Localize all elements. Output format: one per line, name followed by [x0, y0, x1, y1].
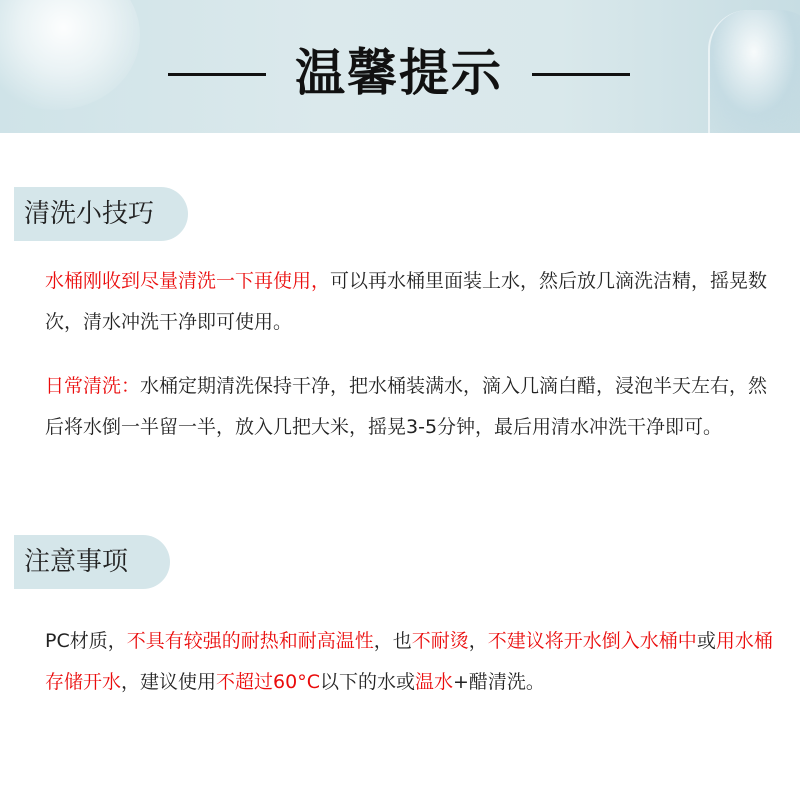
- tip-first-use-highlight: 水桶刚收到尽量清洗一下再使用，: [45, 270, 331, 292]
- water-bottle-decoration: [708, 10, 800, 133]
- precaution-text: ，建议使用: [121, 671, 217, 693]
- precaution-text: 或: [696, 630, 716, 652]
- water-splash-decoration: [0, 0, 140, 110]
- precaution-text: 以下的水或: [319, 671, 415, 693]
- tip-daily-cleaning-highlight: 日常清洗：: [45, 375, 141, 397]
- section-heading-cleaning-tips: [14, 187, 188, 241]
- tip-daily-cleaning-text: 水桶定期清洗保持干净，把水桶装满水，滴入几滴白醋，浸泡半天左右，然后将水倒一半留一半，放入几把大米，摇晃3-5分钟，最后用清水冲洗干净即可。: [45, 375, 768, 438]
- tip-first-use: [45, 261, 785, 343]
- precaution-highlight: 不建议将开水倒入水桶中: [487, 630, 697, 652]
- tip-first-use-text: 可以再水桶里面装上水，然后放几滴洗洁精，摇晃数次，清水冲洗干净即可使用。: [45, 270, 768, 333]
- precaution-text: ，: [468, 630, 488, 652]
- section-heading-precautions: [14, 535, 170, 589]
- tip-daily-cleaning: [45, 366, 785, 448]
- precaution-highlight: 不耐烫: [411, 630, 469, 652]
- section-heading-label: 清洗小技巧: [24, 199, 155, 229]
- precaution-text: +醋清洗。: [453, 671, 545, 693]
- section-heading-label: 注意事项: [24, 547, 129, 577]
- precaution-highlight: 不具有较强的耐热和耐高温性: [126, 630, 374, 652]
- title-dash-right: [532, 73, 630, 76]
- header-banner: [0, 0, 800, 133]
- precaution-text: ，也: [373, 630, 412, 652]
- precautions-paragraph: [45, 621, 785, 703]
- precaution-text: PC材质，: [45, 630, 127, 652]
- precaution-highlight: 温水: [415, 671, 454, 693]
- precaution-highlight: 用水桶存储开水: [45, 630, 773, 693]
- title-dash-left: [168, 73, 266, 76]
- page-title: 温馨提示: [295, 44, 503, 102]
- precaution-highlight: 不超过60°C: [216, 671, 320, 693]
